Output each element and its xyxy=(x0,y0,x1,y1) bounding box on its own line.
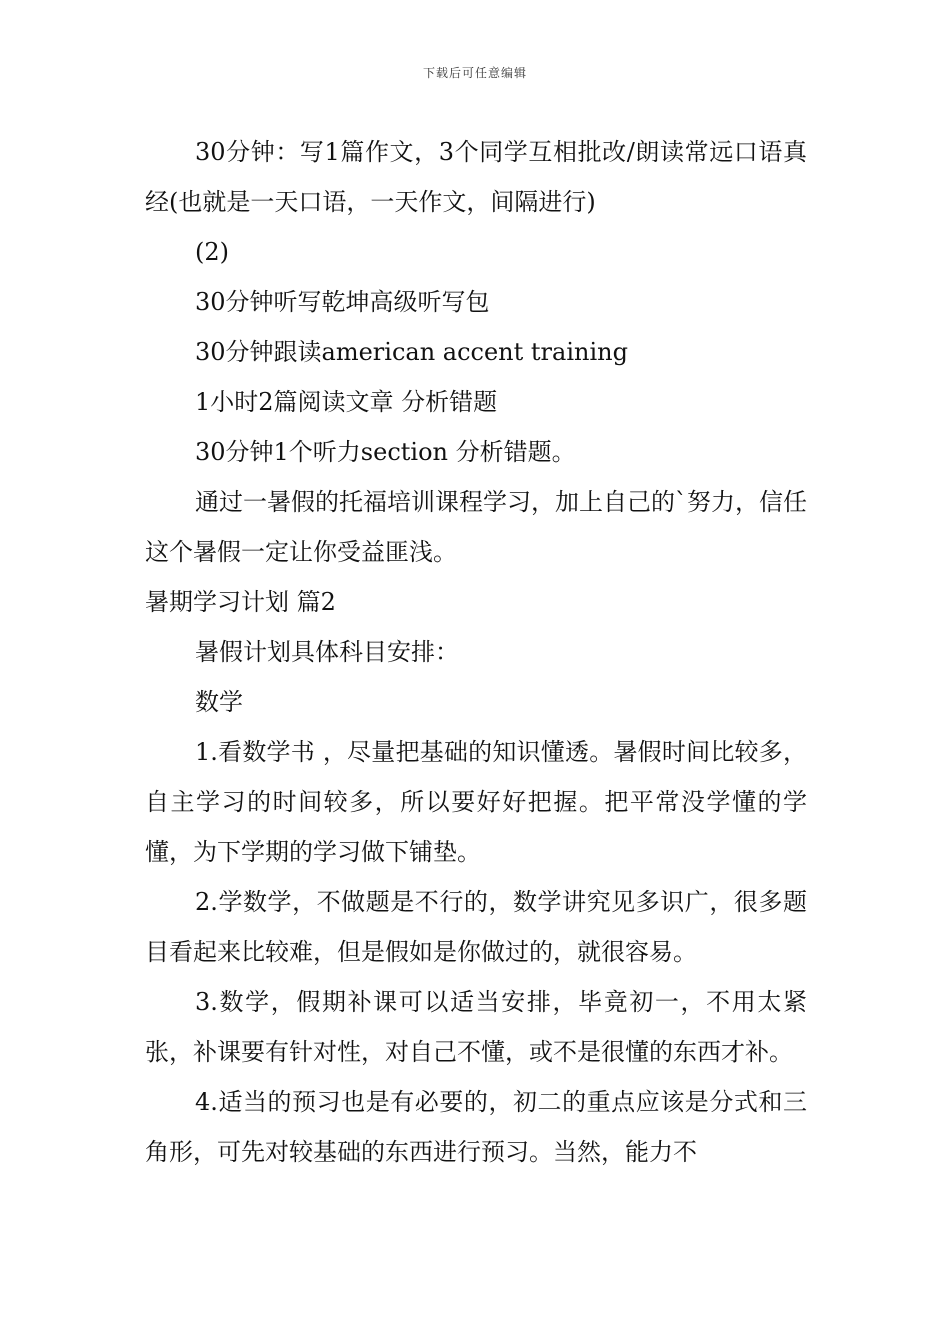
paragraph-math-item-2: 2.学数学，不做题是不行的，数学讲究见多识广，很多题目看起来比较难，但是假如是你做过的，就很容易。 xyxy=(145,888,807,966)
paragraph-shadowing: 30分钟跟读american accent training xyxy=(195,338,628,366)
paragraph-math-item-1: 1.看数学书 ，尽量把基础的知识懂透。暑假时间比较多，自主学习的时间较多，所以要好好把握。把平常没学懂的学懂，为下学期的学习做下铺垫。 xyxy=(145,738,807,866)
paragraph-section-2-marker: (2) xyxy=(195,238,229,266)
paragraph-math-heading: 数学 xyxy=(195,688,243,716)
paragraph-writing-schedule: 30分钟：写1篇作文，3个同学互相批改/朗读常远口语真经(也就是一天口语，一天作文，间隔进行) xyxy=(145,138,807,216)
paragraph-subject-arrangement: 暑假计划具体科目安排： xyxy=(195,638,459,666)
paragraph-reading: 1小时2篇阅读文章 分析错题 xyxy=(195,388,498,416)
section-heading: 暑期学习计划 篇2 xyxy=(145,588,336,616)
paragraph-dictation: 30分钟听写乾坤高级听写包 xyxy=(195,288,490,316)
page-header: 下载后可任意编辑 xyxy=(422,66,527,80)
paragraph-conclusion: 通过一暑假的托福培训课程学习，加上自己的`努力，信任这个暑假一定让你受益匪浅。 xyxy=(145,488,807,566)
paragraph-math-item-3: 3.数学，假期补课可以适当安排，毕竟初一，不用太紧张，补课要有针对性，对自己不懂，或不是很懂的东西才补。 xyxy=(145,988,807,1066)
document-body xyxy=(145,127,807,1177)
paragraph-math-item-4: 4.适当的预习也是有必要的，初二的重点应该是分式和三角形，可先对较基础的东西进行预习。当然，能力不 xyxy=(145,1088,807,1166)
paragraph-listening: 30分钟1个听力section 分析错题。 xyxy=(195,438,576,466)
